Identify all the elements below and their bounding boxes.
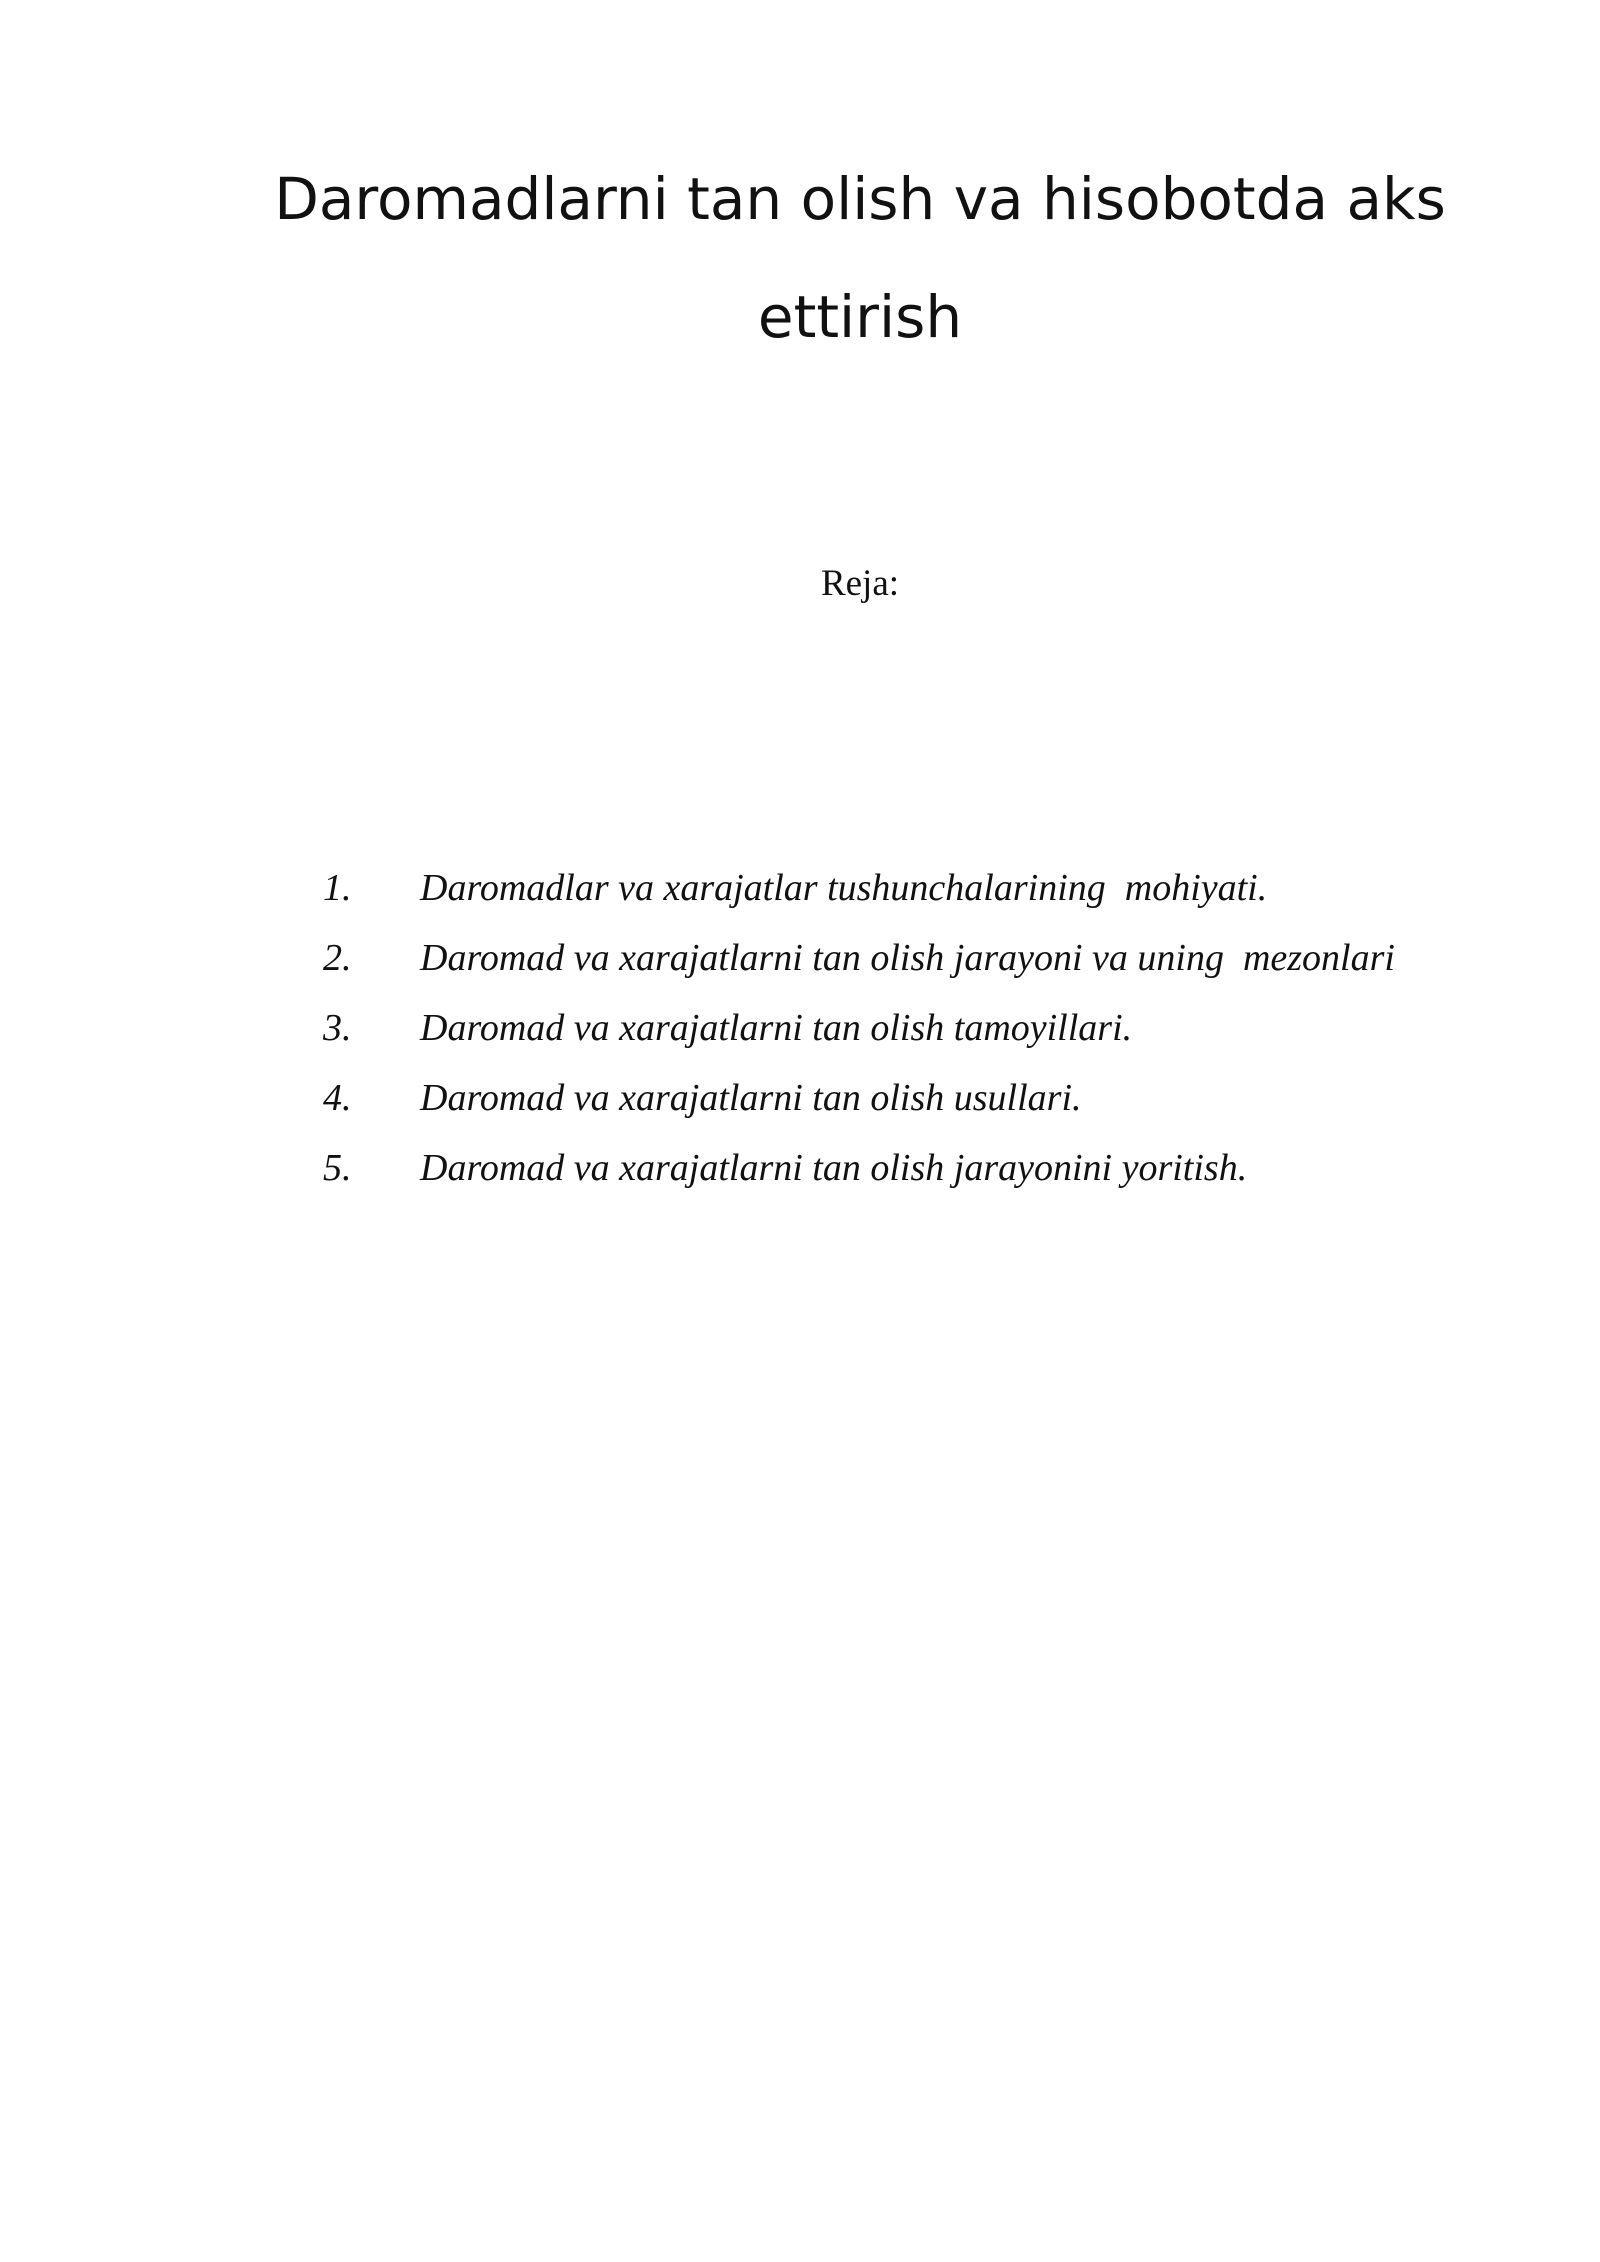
plan-item-number: 4. (323, 1077, 352, 1119)
plan-item-number: 5. (323, 1147, 352, 1189)
document-title (250, 140, 1470, 376)
plan-item (0, 1144, 1600, 1214)
plan-item (0, 1004, 1600, 1074)
plan-item-text: Daromad va xarajatlarni tan olish tamoyillari. (420, 1007, 1133, 1049)
plan-item (0, 864, 1600, 934)
plan-item-number: 1. (323, 867, 352, 909)
plan-list (0, 864, 1600, 1214)
plan-item-text: Daromad va xarajatlarni tan olish usullari. (420, 1077, 1082, 1119)
plan-item-number: 2. (323, 937, 352, 979)
plan-item (0, 1074, 1600, 1144)
plan-item (0, 934, 1600, 1004)
plan-label: Reja: (820, 563, 900, 604)
plan-item-text: Daromad va xarajatlarni tan olish jarayonini yoritish. (420, 1147, 1248, 1189)
plan-item-text: Daromad va xarajatlarni tan olish jarayoni va uning mezonlari (420, 937, 1395, 979)
title-line-1: Daromadlarni tan olish va hisobotda aks (274, 165, 1446, 233)
plan-item-number: 3. (323, 1007, 352, 1049)
title-line-2: ettirish (757, 283, 963, 351)
plan-item-text: Daromadlar va xarajatlar tushunchalarining mohiyati. (420, 867, 1268, 909)
